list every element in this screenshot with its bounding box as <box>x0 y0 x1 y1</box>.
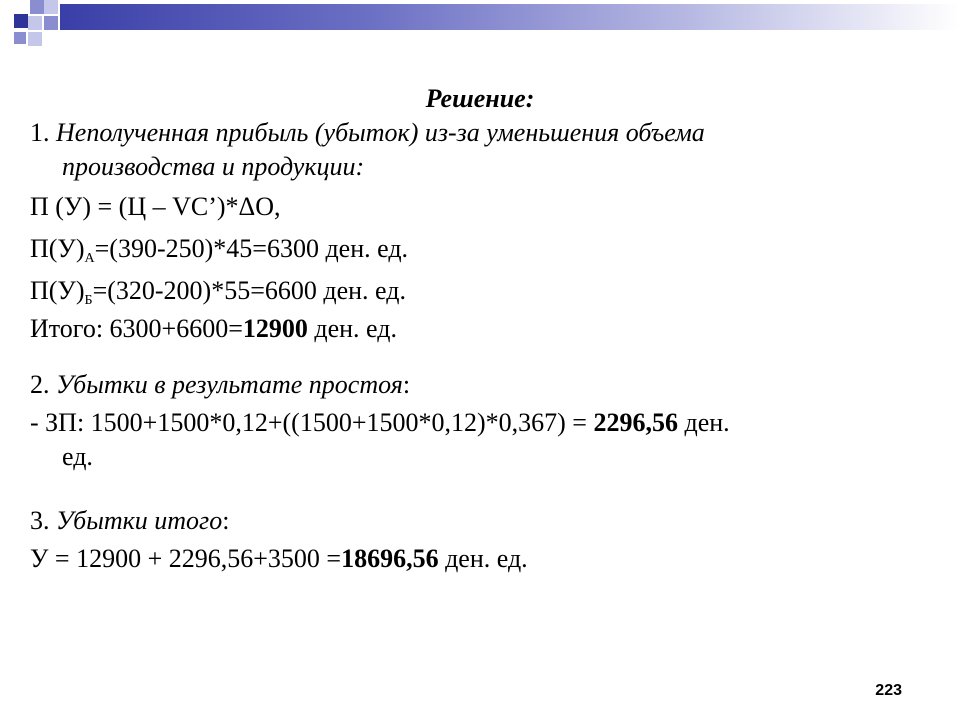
formula-product-b <box>30 274 930 308</box>
total-value: 12900 <box>242 314 308 343</box>
formula-a-subscript: А <box>84 251 95 266</box>
final-total <box>30 542 930 576</box>
wage-loss-value: 2296,56 <box>593 408 678 437</box>
item-1-text-cont: производства и продукции: <box>62 152 365 181</box>
item-2-text: Убытки в результате простоя <box>56 370 403 399</box>
final-unit: ден. ед. <box>438 544 528 573</box>
slide-header-decoration <box>0 0 960 40</box>
formula-product-a <box>30 232 930 266</box>
item-number: 2. <box>30 370 50 399</box>
item-number: 3. <box>30 506 50 535</box>
wage-loss-unit: ден. <box>677 408 730 437</box>
decor-square <box>28 32 42 46</box>
decor-square <box>14 14 28 28</box>
formula-a-prefix: П(У) <box>30 234 85 263</box>
final-formula: У = 12900 + 2296,56+3500 = <box>30 544 342 573</box>
item-number: 1. <box>30 118 50 147</box>
formula-a-value: =(390-250)*45=6300 ден. ед. <box>94 234 409 263</box>
item-2 <box>30 368 930 402</box>
slide-title: Решение: <box>425 84 535 113</box>
wage-loss-calc <box>30 406 930 440</box>
decor-square <box>30 0 44 14</box>
formula-general: П (У) = (Ц – VC’)*ΔО, <box>30 192 281 221</box>
total-lost-profit <box>30 312 930 346</box>
item-2-colon: : <box>402 370 411 399</box>
item-1 <box>30 116 930 150</box>
header-gradient-band <box>60 4 960 30</box>
total-suffix: ден. ед. <box>307 314 397 343</box>
page-number: 223 <box>875 682 902 699</box>
item-1-text: Неполученная прибыль (убыток) из-за уменьшения объема <box>56 118 705 147</box>
decor-square <box>28 16 42 30</box>
item-3 <box>30 504 930 538</box>
decor-square <box>14 32 26 44</box>
formula-b-prefix: П(У) <box>30 276 85 305</box>
formula-b-subscript: Б <box>84 293 93 308</box>
formula-b-value: =(320-200)*55=6600 ден. ед. <box>92 276 406 305</box>
final-value: 18696,56 <box>341 544 439 573</box>
total-prefix: Итого: 6300+6600= <box>30 314 243 343</box>
decor-square <box>44 16 58 30</box>
wage-loss-formula: - ЗП: 1500+1500*0,12+((1500+1500*0,12)*0,367) = <box>30 408 594 437</box>
wage-loss-unit-cont: ед. <box>62 442 93 471</box>
decor-square <box>44 0 58 14</box>
slide-body <box>30 82 930 576</box>
item-3-colon: : <box>222 506 230 535</box>
item-3-text: Убытки итого <box>56 506 223 535</box>
